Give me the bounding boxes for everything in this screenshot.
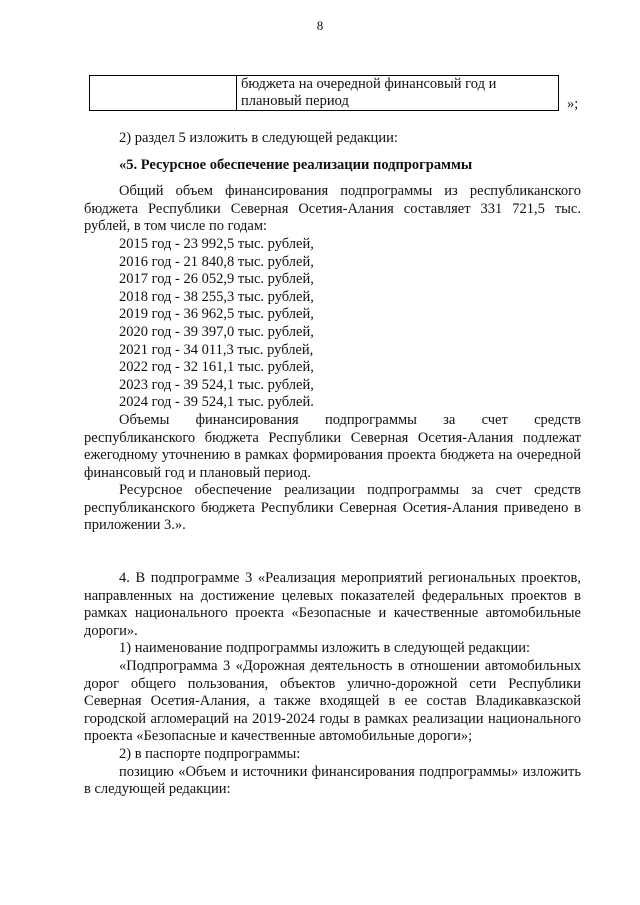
document-body	[84, 130, 581, 799]
year-line: 2022 год - 32 161,1 тыс. рублей,	[119, 359, 314, 376]
previous-table-fragment	[89, 75, 559, 111]
year-line: 2019 год - 36 962,5 тыс. рублей,	[119, 306, 314, 323]
year-line: 2023 год - 39 524,1 тыс. рублей,	[119, 376, 314, 393]
page-number: 8	[316, 18, 324, 33]
year-line: 2020 год - 39 397,0 тыс. рублей,	[119, 323, 314, 340]
years-list	[84, 236, 581, 412]
section-title: «5. Ресурсное обеспечение реализации подпрограммы	[119, 156, 473, 173]
item4-sub2: 2) в паспорте подпрограммы:	[119, 746, 301, 762]
item4-name-paragraph: «Подпрограмма 3 «Дорожная деятельность в отношении автомобильных дорог общего пользования, объектов улично-дорожной сети Республики Северная Осетия-Алания, а также входящей в ее состав Владикавказской городской агломераций на 2019-2024 годы в рамках реализации национального проекта «Безопасные и качественные автомобильные дороги»;	[84, 658, 581, 745]
year-line: 2017 год - 26 052,9 тыс. рублей,	[119, 271, 314, 288]
year-line: 2024 год - 39 524,1 тыс. рублей.	[119, 394, 314, 411]
item4-sub1: 1) наименование подпрограммы изложить в следующей редакции:	[119, 640, 530, 657]
table-closing-quote: »;	[567, 96, 579, 112]
section-item: 2) раздел 5 изложить в следующей редакции:	[119, 130, 398, 146]
table-cell-text-line2: плановый период	[241, 93, 349, 109]
year-line: 2021 год - 34 011,3 тыс. рублей,	[119, 341, 314, 358]
item4-position-paragraph: позицию «Объем и источники финансирования подпрограммы» изложить в следующей редакции:	[84, 763, 581, 798]
resource-paragraph: Ресурсное обеспечение реализации подпрограммы за счет средств республиканского бюджета Республики Северная Осетия-Алания приведено в приложении 3.».	[84, 482, 581, 534]
year-line: 2015 год - 23 992,5 тыс. рублей,	[119, 235, 314, 252]
table-cell-right	[237, 76, 559, 111]
item4-paragraph: 4. В подпрограмме 3 «Реализация мероприятий региональных проектов, направленных на достижение целевых показателей федеральных проектов в рамках национального проекта «Безопасные и качественные автомобильные дороги».	[84, 570, 581, 639]
table-cell-text-line1: бюджета на очередной финансовый год и	[241, 76, 497, 92]
volumes-paragraph: Объемы финансирования подпрограммы за счет средств республиканского бюджета Республики Северная Осетия-Алания подлежат ежегодному уточнению в рамках формирования проекта бюджета на очередной финансовый год и плановый период.	[84, 411, 581, 481]
total-paragraph: Общий объем финансирования подпрограммы из республиканского бюджета Республики Северная Осетия-Алания составляет 331 721,5 тыс. рублей, в том числе по годам:	[84, 183, 581, 235]
year-line: 2016 год - 21 840,8 тыс. рублей,	[119, 253, 314, 270]
year-line: 2018 год - 38 255,3 тыс. рублей,	[119, 288, 314, 305]
table-cell-left	[90, 76, 237, 111]
